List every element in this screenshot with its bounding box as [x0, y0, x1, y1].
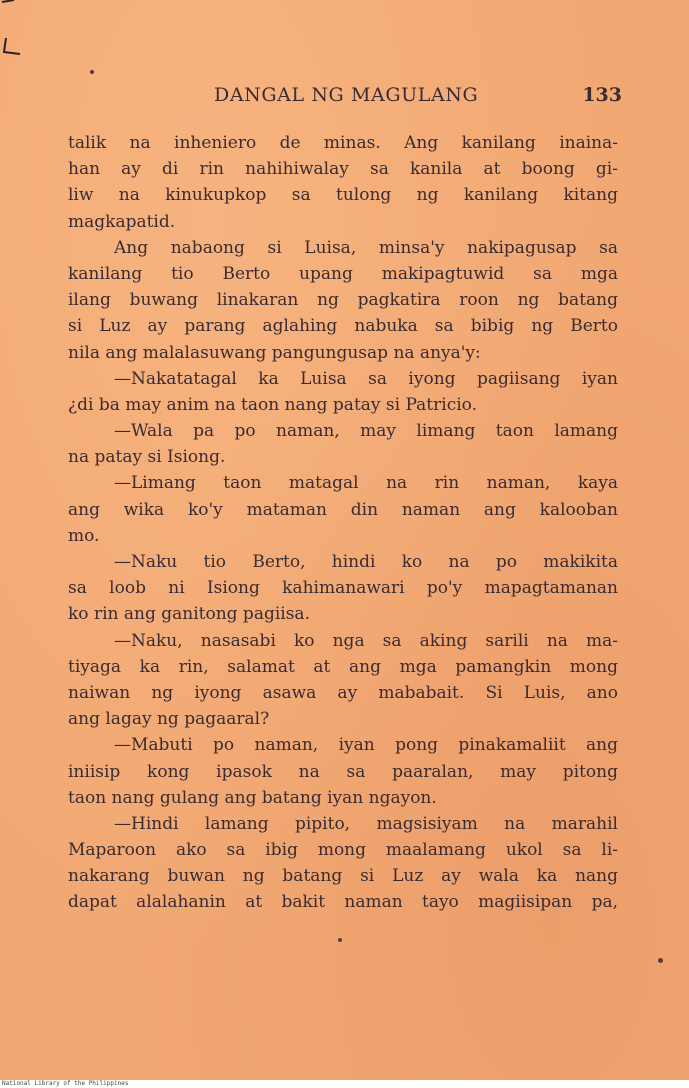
text-line: han ay di rin nahihiwalay sa kanila at boong gi-	[68, 159, 618, 180]
ink-spot	[658, 958, 663, 963]
text-line: naiwan ng iyong asawa ay mababait. Si Luis, ano	[68, 682, 618, 703]
text-line: —Hindi lamang pipito, magsisiyam na marahil	[114, 813, 618, 834]
text-line: talik na inhеniero de minas. Ang kanilang inaina-	[68, 133, 618, 153]
text-line: Maparoon ako sa ibig mong maalamang ukol sa li-	[68, 840, 618, 861]
text-line: si Luz ay parang aglahing nabuka sa bibig ng Berto	[68, 316, 618, 337]
text-line: mo.	[68, 525, 100, 546]
text-line: —Naku tio Berto, hindi ko na po makikita	[114, 552, 618, 572]
text-line: liw na kinukupkop sa tulong ng kanilang kitang	[68, 185, 618, 206]
body-text	[68, 130, 618, 916]
text-line: —Naku, nasasabi ko nga sa aking sarili na ma-	[114, 630, 618, 651]
text-line: nakarang buwan ng batang si Luz ay wala ka nang	[68, 866, 618, 887]
text-line: iniisip kong ipasok na sa paaralan, may pitong	[68, 761, 618, 782]
text-line: —Nakatatagal ka Luisa sa iyong pagiisang iyan	[114, 368, 618, 389]
running-title: DANGAL NG MAGULANG	[214, 84, 479, 106]
footer-strip	[0, 1080, 689, 1088]
ink-spot	[338, 938, 342, 942]
text-line: nila ang malalasuwang pangungusap na anya'y:	[68, 342, 481, 363]
page-edge-mark	[0, 0, 22, 60]
text-line: Ang nabaong si Luisa, minsa'y nakipagusap sa	[114, 237, 618, 258]
text-line: dapat alalahanin at bakit naman tayo magiisipan pa,	[68, 892, 618, 913]
text-line: ko rin ang ganitong pagiisa.	[68, 604, 310, 625]
text-line: ilang buwang linakaran ng pagkatira roon ng batang	[68, 290, 618, 311]
text-line: tiyaga ka rin, salamat at ang mga pamangkin mong	[68, 656, 618, 677]
text-line: ang lagay ng pagaaral?	[68, 709, 270, 730]
running-head	[68, 84, 622, 110]
text-line: na patay si Isiong.	[68, 447, 226, 468]
text-line: —Limang taon matagal na rin naman, kaya	[114, 473, 618, 494]
text-line: taon nang gulang ang batang iyan ngayon.	[68, 787, 437, 808]
text-line: ang wika ko'y mataman din naman ang kalooban	[68, 499, 618, 520]
text-line: sa loob ni Isiong kahimanawari po'y mapagtamanan	[68, 578, 618, 599]
text-line: magkapatid.	[68, 211, 176, 232]
page-number: 133	[582, 84, 622, 106]
text-line: —Mabuti po naman, iyan pong pinakamaliit ang	[114, 735, 618, 756]
ink-spot	[90, 70, 94, 74]
text-line: —Wala pa po naman, may limang taon lamang	[114, 421, 618, 442]
text-line: ¿di ba may anim na taon nang patay si Patricio.	[68, 394, 477, 415]
footer-credit: National Library of the Philippines	[2, 1080, 129, 1087]
text-line: kanilang tio Berto upang makipagtuwid sa mga	[68, 263, 618, 284]
